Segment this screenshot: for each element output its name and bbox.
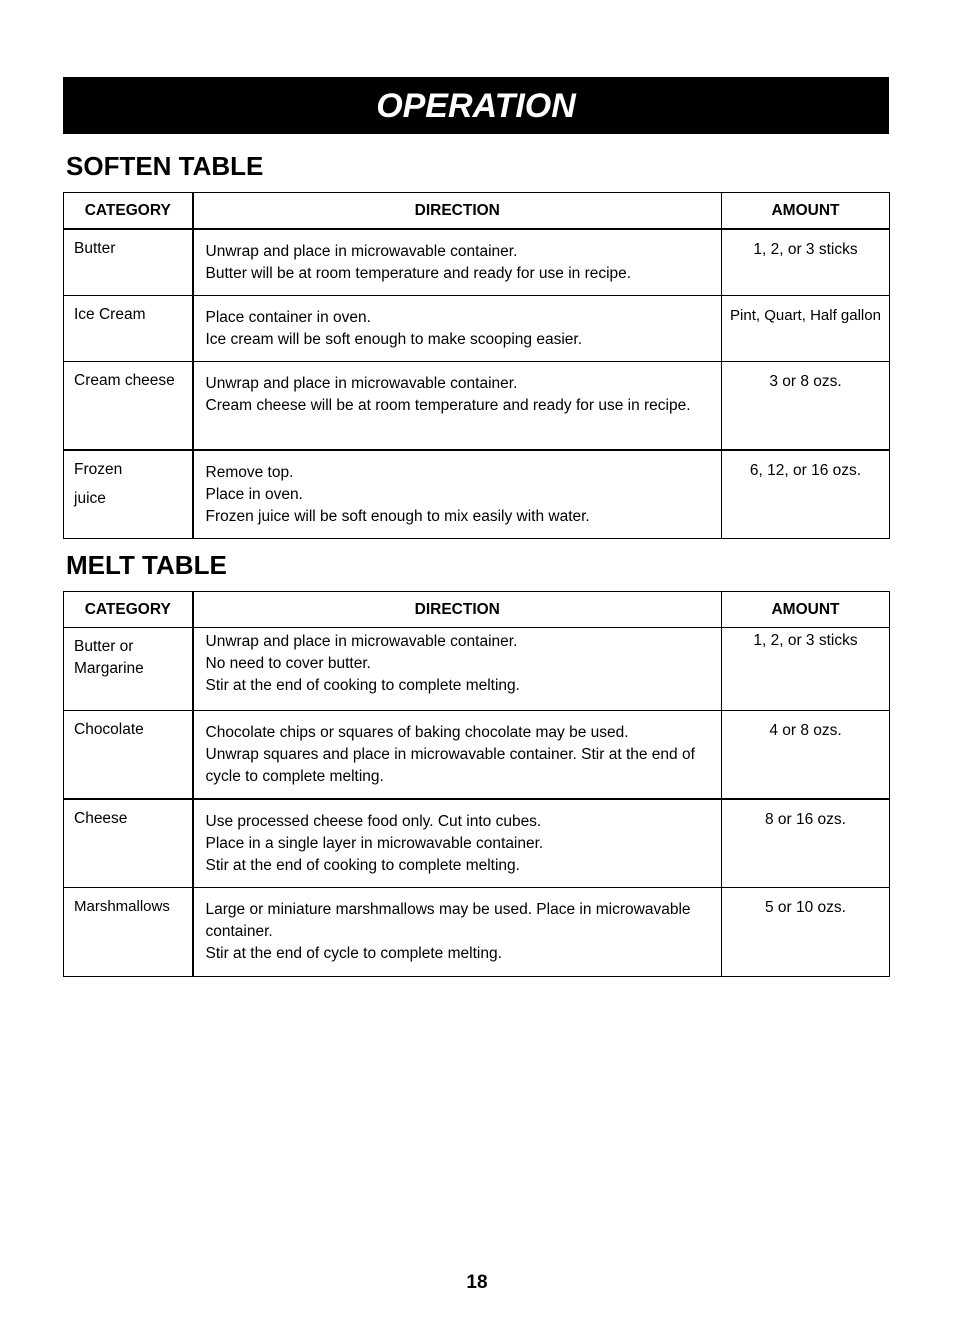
direction-line: Large or miniature marshmallows may be used. Place in microwavable container.: [205, 901, 691, 940]
direction-line: Place in a single layer in microwavable container.: [205, 835, 544, 852]
category-cell: Butter: [64, 229, 193, 296]
category-line: Margarine: [74, 660, 144, 677]
direction-line: Unwrap and place in microwavable container.: [205, 375, 518, 392]
amount-cell: 1, 2, or 3 sticks: [722, 229, 890, 296]
column-header-amount: AMOUNT: [722, 193, 890, 230]
direction-cell: [193, 799, 722, 888]
amount-cell: 3 or 8 ozs.: [722, 362, 890, 450]
melt-table: [63, 591, 890, 977]
column-header-direction: DIRECTION: [193, 592, 722, 628]
column-header-category: CATEGORY: [64, 193, 193, 230]
table-row: [64, 450, 890, 539]
category-line: Butter or: [74, 638, 134, 655]
page-title: OPERATION: [376, 86, 576, 125]
direction-cell: [193, 229, 722, 296]
amount-cell: Pint, Quart, Half gallon: [722, 296, 890, 362]
amount-cell: 8 or 16 ozs.: [722, 799, 890, 888]
direction-cell: [193, 450, 722, 539]
category-cell: Ice Cream: [64, 296, 193, 362]
direction-line: Place container in oven.: [205, 309, 371, 326]
table-row: [64, 711, 890, 800]
amount-cell: 1, 2, or 3 sticks: [722, 628, 890, 711]
table-row: [64, 362, 890, 450]
direction-cell: [193, 362, 722, 450]
direction-line: Unwrap and place in microwavable container.: [205, 633, 518, 650]
column-header-category: CATEGORY: [64, 592, 193, 628]
direction-line: Remove top.: [205, 463, 294, 481]
column-header-direction: DIRECTION: [193, 193, 722, 230]
table-row: [64, 628, 890, 711]
category-cell: Chocolate: [64, 711, 193, 800]
table-header-row: [64, 592, 890, 628]
soften-table: [63, 192, 890, 539]
direction-line: Use processed cheese food only. Cut into cubes.: [205, 813, 542, 830]
table-row: [64, 799, 890, 888]
table-row: [64, 888, 890, 977]
direction-line: Cream cheese will be at room temperature and ready for use in recipe.: [205, 397, 691, 414]
category-line: juice: [74, 489, 106, 507]
amount-cell: 6, 12, or 16 ozs.: [722, 450, 890, 539]
direction-cell: [193, 888, 722, 977]
direction-line: Stir at the end of cooking to complete melting.: [205, 677, 520, 694]
header-banner: [63, 77, 889, 134]
category-cell: [64, 628, 193, 711]
direction-line: Unwrap and place in microwavable container.: [205, 243, 518, 260]
page-number: 18: [466, 1272, 488, 1293]
column-header-amount: AMOUNT: [722, 592, 890, 628]
direction-line: Unwrap squares and place in microwavable container. Stir at the end of cycle to complete melting.: [205, 746, 695, 785]
table-row: [64, 296, 890, 362]
amount-cell: 4 or 8 ozs.: [722, 711, 890, 800]
table-row: [64, 229, 890, 296]
category-cell: Cheese: [64, 799, 193, 888]
category-line: Frozen: [74, 460, 123, 478]
amount-cell: 5 or 10 ozs.: [722, 888, 890, 977]
soften-table-title: SOFTEN TABLE: [66, 151, 264, 181]
direction-cell: [193, 711, 722, 800]
direction-line: Ice cream will be soft enough to make scooping easier.: [205, 331, 583, 348]
category-cell: [64, 450, 193, 539]
direction-line: Chocolate chips or squares of baking chocolate may be used.: [205, 724, 629, 741]
melt-table-title: MELT TABLE: [66, 550, 227, 580]
direction-cell: [193, 296, 722, 362]
table-header-row: [64, 193, 890, 230]
direction-cell: [193, 628, 722, 711]
direction-line: Stir at the end of cycle to complete melting.: [205, 945, 502, 962]
direction-line: Frozen juice will be soft enough to mix easily with water.: [205, 507, 590, 525]
direction-line: Stir at the end of cooking to complete melting.: [205, 857, 520, 874]
direction-line: No need to cover butter.: [205, 655, 371, 672]
direction-line: Place in oven.: [205, 485, 303, 503]
direction-line: Butter will be at room temperature and ready for use in recipe.: [205, 265, 632, 282]
category-cell: Cream cheese: [64, 362, 193, 450]
category-cell: Marshmallows: [64, 888, 193, 977]
